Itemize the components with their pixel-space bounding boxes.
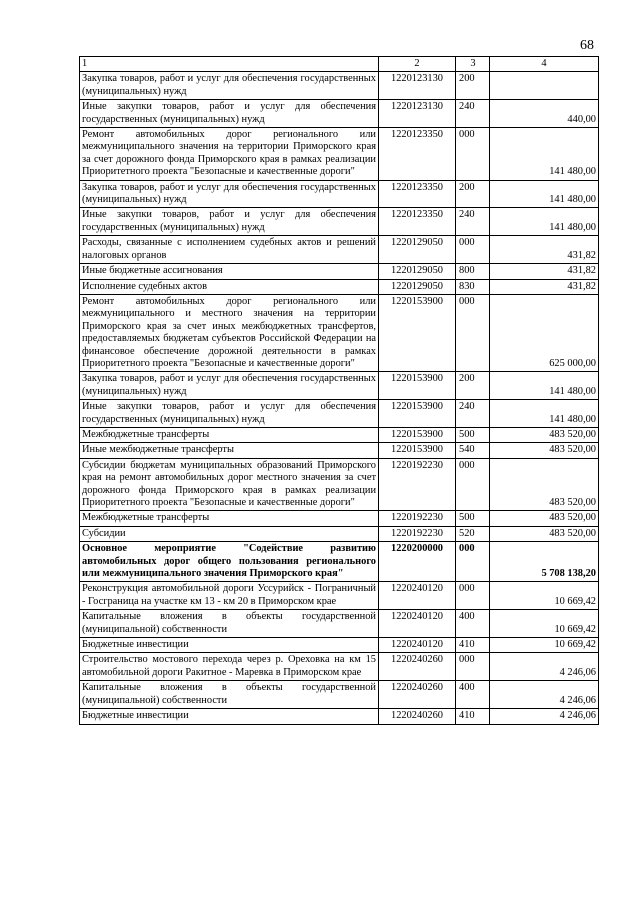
row-type: 200 (456, 72, 490, 100)
row-amount: 141 480,00 (490, 208, 599, 236)
row-name: Бюджетные инвестиции (80, 638, 379, 653)
row-type: 240 (456, 400, 490, 428)
row-code: 1220240260 (379, 653, 456, 681)
row-name: Бюджетные инвестиции (80, 709, 379, 724)
table-row (80, 400, 599, 428)
table-row (80, 236, 599, 264)
table-row (80, 681, 599, 709)
row-type: 830 (456, 279, 490, 294)
table-row (80, 582, 599, 610)
row-amount: 141 480,00 (490, 180, 599, 208)
row-name: Капитальные вложения в объекты государственной (муниципальной) собственности (80, 681, 379, 709)
row-amount: 5 708 138,20 (490, 542, 599, 582)
row-name: Иные межбюджетные трансферты (80, 443, 379, 458)
row-code: 1220123130 (379, 100, 456, 128)
row-name: Капитальные вложения в объекты государственной (муниципальной) собственности (80, 610, 379, 638)
row-code: 1220153900 (379, 400, 456, 428)
row-type: 000 (456, 128, 490, 181)
table-row (80, 264, 599, 279)
row-type: 500 (456, 511, 490, 526)
row-type: 240 (456, 208, 490, 236)
table-row (80, 511, 599, 526)
row-type: 540 (456, 443, 490, 458)
table-row (80, 427, 599, 442)
row-type: 400 (456, 610, 490, 638)
table-row (80, 526, 599, 541)
table-row (80, 542, 599, 582)
table-row (80, 610, 599, 638)
row-name: Закупка товаров, работ и услуг для обеспечения государственных (муниципальных) нужд (80, 72, 379, 100)
row-type: 000 (456, 458, 490, 511)
budget-table-body (80, 57, 599, 725)
row-code: 1220192230 (379, 458, 456, 511)
header-col-3: 3 (456, 57, 490, 72)
table-row (80, 443, 599, 458)
page-number: 68 (580, 38, 594, 53)
row-amount: 625 000,00 (490, 294, 599, 371)
row-name: Реконструкция автомобильной дороги Уссурийск - Пограничный - Госграница на участке км 13 - км 20 в Приморском крае (80, 582, 379, 610)
row-code: 1220240120 (379, 610, 456, 638)
row-name: Ремонт автомобильных дорог регионального или межмуниципального и местного значения на территории Приморского края за счет иных межбюджетных трансфертов, предоставляемых бюджетам субъектов Российской Федерации на финансовое обеспечение дорожной деятельности в рамках Приоритетного проекта "Безопасные и качественные дороги" (80, 294, 379, 371)
row-type: 410 (456, 709, 490, 724)
row-name: Основное мероприятие "Содействие развитию автомобильных дорог общего пользования регионального или межмуниципального значения Приморского края" (80, 542, 379, 582)
row-code: 1220200000 (379, 542, 456, 582)
table-row (80, 638, 599, 653)
table-header-row (80, 57, 599, 72)
row-name: Расходы, связанные с исполнением судебных актов и решений налоговых органов (80, 236, 379, 264)
row-name: Иные закупки товаров, работ и услуг для обеспечения государственных (муниципальных) нужд (80, 400, 379, 428)
row-type: 000 (456, 542, 490, 582)
row-name: Исполнение судебных актов (80, 279, 379, 294)
row-name: Иные закупки товаров, работ и услуг для обеспечения государственных (муниципальных) нужд (80, 208, 379, 236)
row-amount: 483 520,00 (490, 458, 599, 511)
table-row (80, 208, 599, 236)
row-type: 200 (456, 180, 490, 208)
row-amount: 440,00 (490, 100, 599, 128)
row-code: 1220123350 (379, 180, 456, 208)
row-type: 240 (456, 100, 490, 128)
row-type: 500 (456, 427, 490, 442)
header-col-4: 4 (490, 57, 599, 72)
row-type: 410 (456, 638, 490, 653)
row-type: 000 (456, 236, 490, 264)
row-name: Закупка товаров, работ и услуг для обеспечения государственных (муниципальных) нужд (80, 372, 379, 400)
row-type: 200 (456, 372, 490, 400)
row-name: Субсидии бюджетам муниципальных образований Приморского края на ремонт автомобильных дорог местного значения за счет дорожного фонда Приморского края в рамках реализации Приоритетного проекта "Безопасные и качественные дороги" (80, 458, 379, 511)
row-name: Межбюджетные трансферты (80, 427, 379, 442)
row-code: 1220192230 (379, 526, 456, 541)
row-code: 1220123350 (379, 128, 456, 181)
row-amount: 141 480,00 (490, 372, 599, 400)
table-row (80, 100, 599, 128)
row-amount: 141 480,00 (490, 400, 599, 428)
row-name: Закупка товаров, работ и услуг для обеспечения государственных (муниципальных) нужд (80, 180, 379, 208)
row-name: Иные бюджетные ассигнования (80, 264, 379, 279)
row-code: 1220123350 (379, 208, 456, 236)
row-name: Иные закупки товаров, работ и услуг для обеспечения государственных (муниципальных) нужд (80, 100, 379, 128)
row-amount: 431,82 (490, 236, 599, 264)
row-code: 1220129050 (379, 236, 456, 264)
row-amount: 4 246,06 (490, 709, 599, 724)
row-amount: 431,82 (490, 264, 599, 279)
row-code: 1220153900 (379, 443, 456, 458)
row-name: Субсидии (80, 526, 379, 541)
row-amount: 141 480,00 (490, 128, 599, 181)
row-amount: 483 520,00 (490, 511, 599, 526)
row-name: Строительство мостового перехода через р. Ореховка на км 15 автомобильной дороги Ракитное - Маревка в Приморском крае (80, 653, 379, 681)
row-code: 1220129050 (379, 264, 456, 279)
table-row (80, 372, 599, 400)
row-type: 000 (456, 294, 490, 371)
row-code: 1220123130 (379, 72, 456, 100)
row-amount: 10 669,42 (490, 610, 599, 638)
row-type: 000 (456, 582, 490, 610)
row-amount: 431,82 (490, 279, 599, 294)
row-code: 1220240120 (379, 638, 456, 653)
row-amount: 483 520,00 (490, 427, 599, 442)
row-code: 1220240260 (379, 709, 456, 724)
row-type: 800 (456, 264, 490, 279)
row-type: 520 (456, 526, 490, 541)
row-type: 400 (456, 681, 490, 709)
table-row (80, 128, 599, 181)
row-amount: 10 669,42 (490, 582, 599, 610)
row-amount: 10 669,42 (490, 638, 599, 653)
row-code: 1220153900 (379, 294, 456, 371)
row-name: Ремонт автомобильных дорог регионального или межмуниципального значения на территории Приморского края за счет дорожного фонда Приморского края в рамках реализации Приоритетного проекта "Безопасные и качественные дороги" (80, 128, 379, 181)
row-code: 1220192230 (379, 511, 456, 526)
table-row (80, 458, 599, 511)
row-code: 1220240260 (379, 681, 456, 709)
table-row (80, 279, 599, 294)
row-code: 1220153900 (379, 372, 456, 400)
table-row (80, 180, 599, 208)
row-amount: 483 520,00 (490, 443, 599, 458)
row-amount: 4 246,06 (490, 653, 599, 681)
table-row (80, 72, 599, 100)
row-code: 1220240120 (379, 582, 456, 610)
row-name: Межбюджетные трансферты (80, 511, 379, 526)
table-row (80, 653, 599, 681)
row-amount: 4 246,06 (490, 681, 599, 709)
row-type: 000 (456, 653, 490, 681)
row-amount: 483 520,00 (490, 526, 599, 541)
table-row (80, 294, 599, 371)
table-row (80, 709, 599, 724)
row-code: 1220153900 (379, 427, 456, 442)
budget-table (79, 56, 599, 725)
row-code: 1220129050 (379, 279, 456, 294)
header-col-2: 2 (379, 57, 456, 72)
header-col-1: 1 (80, 57, 379, 72)
row-amount (490, 72, 599, 100)
